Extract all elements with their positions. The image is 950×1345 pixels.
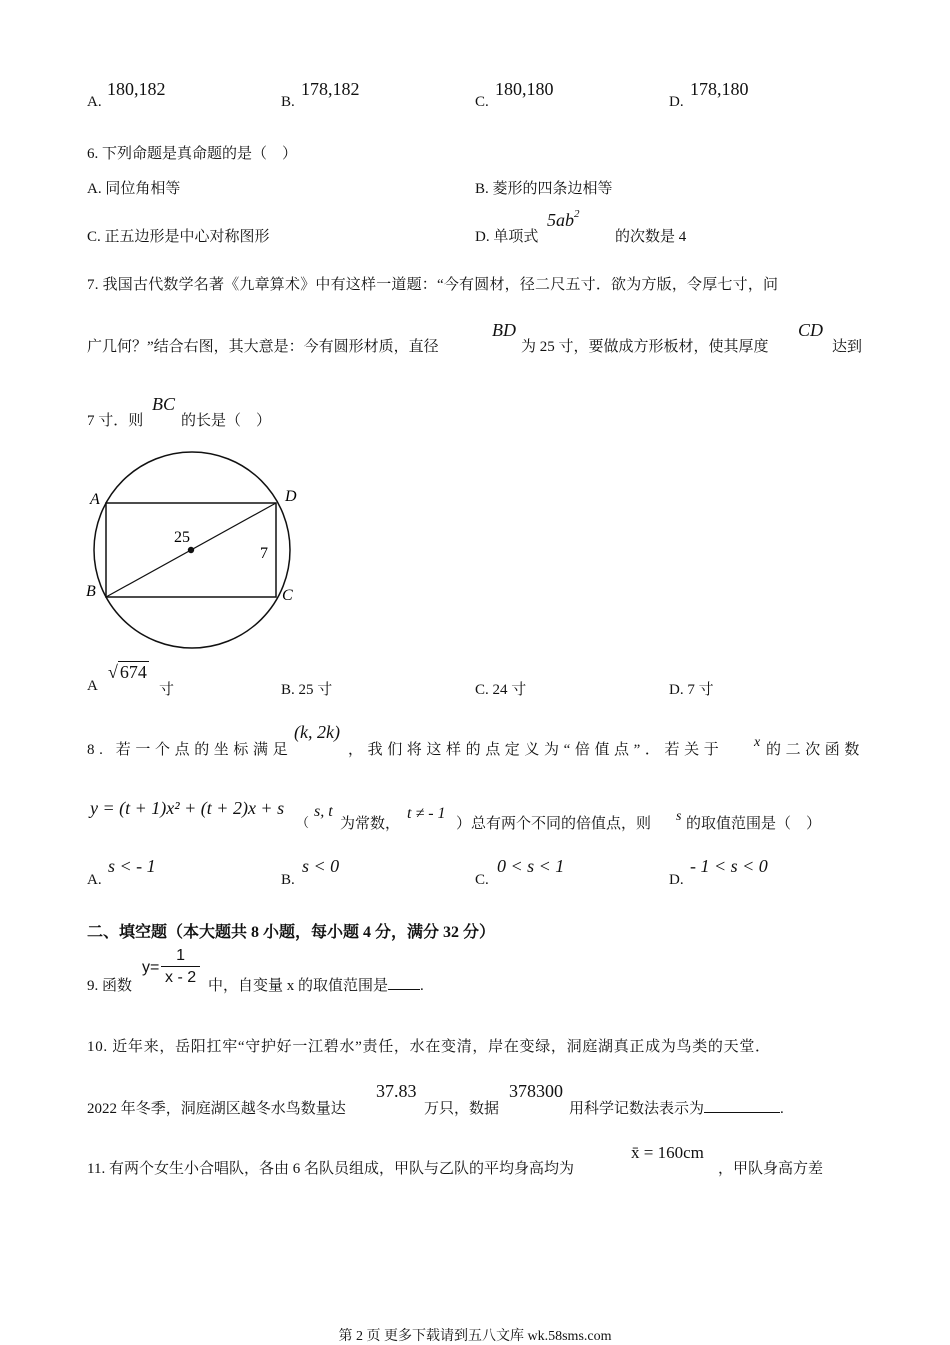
q8-cond-close: ）总有两个不同的倍值点，则: [456, 816, 652, 832]
q5-option-d-label: D.: [669, 94, 684, 110]
q7-label-b: B: [86, 583, 96, 600]
q7-diagonal-label: 25: [174, 529, 190, 546]
q10-answer-blank[interactable]: [704, 1100, 780, 1113]
q7-line2-a: 广几何？”结合右图，其大意是：今有圆形材质，直径: [87, 339, 439, 355]
q7-label-d: D: [285, 488, 297, 505]
q9-y-eq: y=: [142, 959, 160, 976]
q8-math-x: x: [754, 735, 761, 750]
q10-line1: 10. 近年来，岳阳扛牢“守护好一江碧水”责任，水在变清，岸在变绿，洞庭湖真正成为鸟类的天堂．: [87, 1039, 771, 1055]
q8-line1-b: ，我们将这样的点定义为“倍值点”．若关于: [348, 742, 724, 758]
q8-line1-a: 8. 若一个点的坐标满足: [87, 742, 293, 758]
q7-line2-c: 达到: [832, 339, 863, 355]
q7-option-c: C. 24 寸: [475, 682, 527, 698]
q6-option-a: A. 同位角相等: [87, 181, 181, 197]
q7-option-b: B. 25 寸: [281, 682, 333, 698]
section-2-heading: 二、填空题（本大题共 8 小题，每小题 4 分，满分 32 分）: [87, 924, 496, 941]
q7-math-bd: BD: [492, 320, 516, 340]
q7-option-a-radicand: 674: [119, 662, 147, 682]
q9-fraction: [161, 946, 200, 989]
q8-math-s: s: [676, 809, 682, 824]
q8-math-st: s, t: [314, 803, 333, 820]
q7-math-bc: BC: [152, 394, 176, 414]
q9-end: .: [420, 978, 424, 994]
q6-monomial: 5ab: [547, 210, 574, 230]
q5-option-c-label: C.: [475, 94, 489, 110]
q6-option-b: B. 菱形的四条边相等: [475, 181, 613, 197]
q10-line2-c-text: 用科学记数法表示为: [569, 1101, 705, 1117]
q10-line2-a: 2022 年冬季，洞庭湖区越冬水鸟数量达: [87, 1101, 346, 1117]
q7-line1: 7. 我国古代数学名著《九章算术》中有这样一道题：“今有圆材，径二尺五寸．欲为方版，令厚七寸，问: [87, 277, 779, 293]
q10-math-number: 37.83: [376, 1081, 417, 1101]
q7-line3-b: 的长是（ ）: [181, 413, 272, 429]
q5-option-a-label: A.: [87, 94, 102, 110]
q7-side-label: 7: [260, 545, 268, 562]
q7-line3-a: 7 寸．则: [87, 413, 144, 429]
q10-math-data: 378300: [509, 1081, 563, 1101]
q11-math-mean: x̄ = 160cm: [631, 1143, 704, 1162]
q8-math-point: (k, 2k): [294, 722, 340, 742]
q9-denominator: x - 2: [165, 969, 197, 986]
q8-option-c-value: 0 < s < 1: [497, 856, 565, 876]
q5-option-b-value: 178,182: [301, 79, 360, 99]
q8-math-t: t ≠ - 1: [407, 805, 446, 822]
q10-line2-c: [569, 1097, 784, 1118]
q9-suffix: [208, 974, 424, 995]
q7-center-point: [188, 547, 194, 553]
q8-line1-c: 的二次函数: [766, 742, 865, 758]
q10-end: .: [780, 1101, 784, 1117]
q10-line2-b: 万只，数据: [424, 1101, 500, 1117]
sqrt-symbol-icon: √: [108, 662, 118, 682]
q6-stem: 6. 下列命题是真命题的是（ ）: [87, 146, 298, 162]
q9-suffix-text: 中，自变量 x 的取值范围是: [208, 978, 389, 994]
q11-suffix: ，甲队身高方差: [718, 1161, 824, 1177]
q5-option-a-value: 180,182: [107, 79, 166, 99]
q7-option-a-label: A: [87, 678, 98, 694]
q7-label-a: A: [90, 491, 100, 508]
q8-cond-open: （: [296, 815, 310, 830]
q7-option-a-unit: 寸: [159, 682, 175, 698]
q5-option-b-label: B.: [281, 94, 295, 110]
q6-option-d-prefix: D. 单项式: [475, 229, 539, 245]
q6-option-d-suffix: 的次数是 4: [615, 229, 687, 245]
q6-option-c: C. 正五边形是中心对称图形: [87, 229, 270, 245]
q9-answer-blank[interactable]: [388, 977, 420, 990]
q8-option-d-value: - 1 < s < 0: [690, 856, 768, 876]
q8-option-d-label: D.: [669, 872, 684, 888]
q8-option-a-label: A.: [87, 872, 102, 888]
q5-option-d-value: 178,180: [690, 79, 749, 99]
q5-option-c-value: 180,180: [495, 79, 554, 99]
q7-option-d: D. 7 寸: [669, 682, 714, 698]
q6-option-d-math: [547, 210, 580, 231]
q7-option-a-sqrt: [108, 662, 149, 683]
q9-prefix: 9. 函数: [87, 978, 133, 994]
q8-option-b-value: s < 0: [302, 856, 340, 876]
q8-option-b-label: B.: [281, 872, 295, 888]
q7-label-c: C: [282, 587, 293, 604]
q7-line2-b: 为 25 寸，要做成方形板材，使其厚度: [521, 339, 769, 355]
q8-option-c-label: C.: [475, 872, 489, 888]
q7-figure: [80, 445, 310, 660]
q8-option-a-value: s < - 1: [108, 856, 156, 876]
q8-cond-mid: 为常数，: [340, 816, 401, 832]
q11-prefix: 11. 有两个女生小合唱队，各由 6 名队员组成，甲队与乙队的平均身高均为: [87, 1161, 574, 1177]
q8-cond-end: 的取值范围是（ ）: [686, 816, 822, 832]
q9-numerator: 1: [161, 946, 200, 967]
q6-monomial-exponent: 2: [574, 208, 580, 220]
q8-function: y = (t + 1)x² + (t + 2)x + s: [90, 798, 285, 818]
page-footer: 第 2 页 更多下载请到五八文库 wk.58sms.com: [338, 1329, 612, 1344]
q7-math-cd: CD: [798, 320, 824, 340]
